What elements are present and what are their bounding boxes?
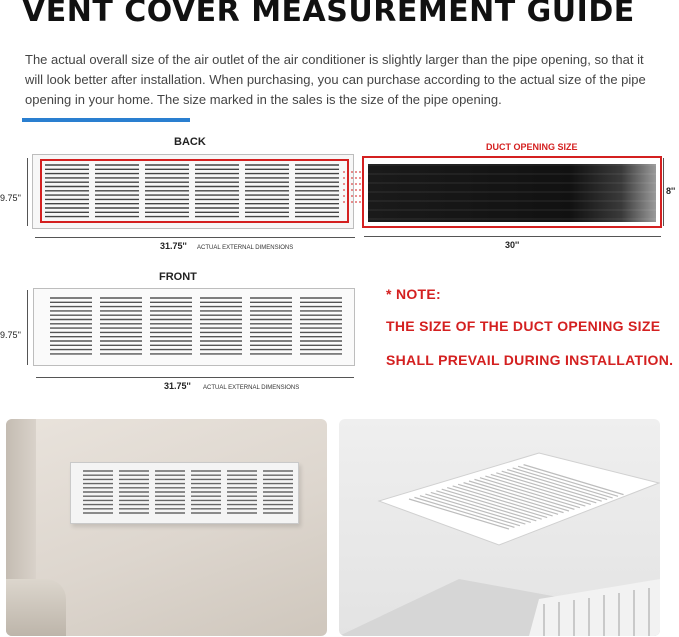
accent-divider [22,118,190,122]
back-duct-outline [40,159,349,223]
front-label: FRONT [159,271,197,283]
note-line-2: SHALL PREVAIL DURING INSTALLATION. [386,352,674,368]
duct-height-line [663,158,664,226]
front-dim-note: ACTUAL EXTERNAL DIMENSIONS [203,385,300,391]
back-dim-note: ACTUAL EXTERNAL DIMENSIONS [197,245,294,251]
front-width-label: 31.75'' [164,381,191,391]
front-louvers [34,289,354,365]
duct-width-line [364,236,661,237]
ceiling-vent-photo [339,419,660,636]
back-height-label: 9.75'' [0,193,21,203]
back-height-line [27,158,28,226]
front-width-line [36,377,354,378]
front-height-label: 9.75'' [0,330,21,340]
note-line-1: THE SIZE OF THE DUCT OPENING SIZE [386,318,661,334]
back-width-label: 31.75'' [160,241,187,251]
wall-vent-louvers [71,463,298,523]
duct-height-label: 8'' [666,186,676,196]
front-height-line [27,290,28,365]
page-title: VENT COVER MEASUREMENT GUIDE [22,0,635,29]
duct-width-label: 30'' [505,240,520,250]
front-grille-image [33,288,355,366]
back-label: BACK [174,136,206,148]
duct-label: DUCT OPENING SIZE [486,142,578,152]
ceiling-vent-illustration [339,419,660,636]
duct-opening-image [362,156,662,228]
back-width-line [35,237,355,238]
intro-paragraph: The actual overall size of the air outlet of the air conditioner is slightly larger than the pipe opening, so that it will look better after installation. When purchasing, you can purchase according to the actual size of the pipe opening in your home. The size marked in the sales is the size of the pipe opening. [25,52,646,107]
wall-vent-photo [6,419,327,636]
note-heading: * NOTE: [386,286,441,302]
